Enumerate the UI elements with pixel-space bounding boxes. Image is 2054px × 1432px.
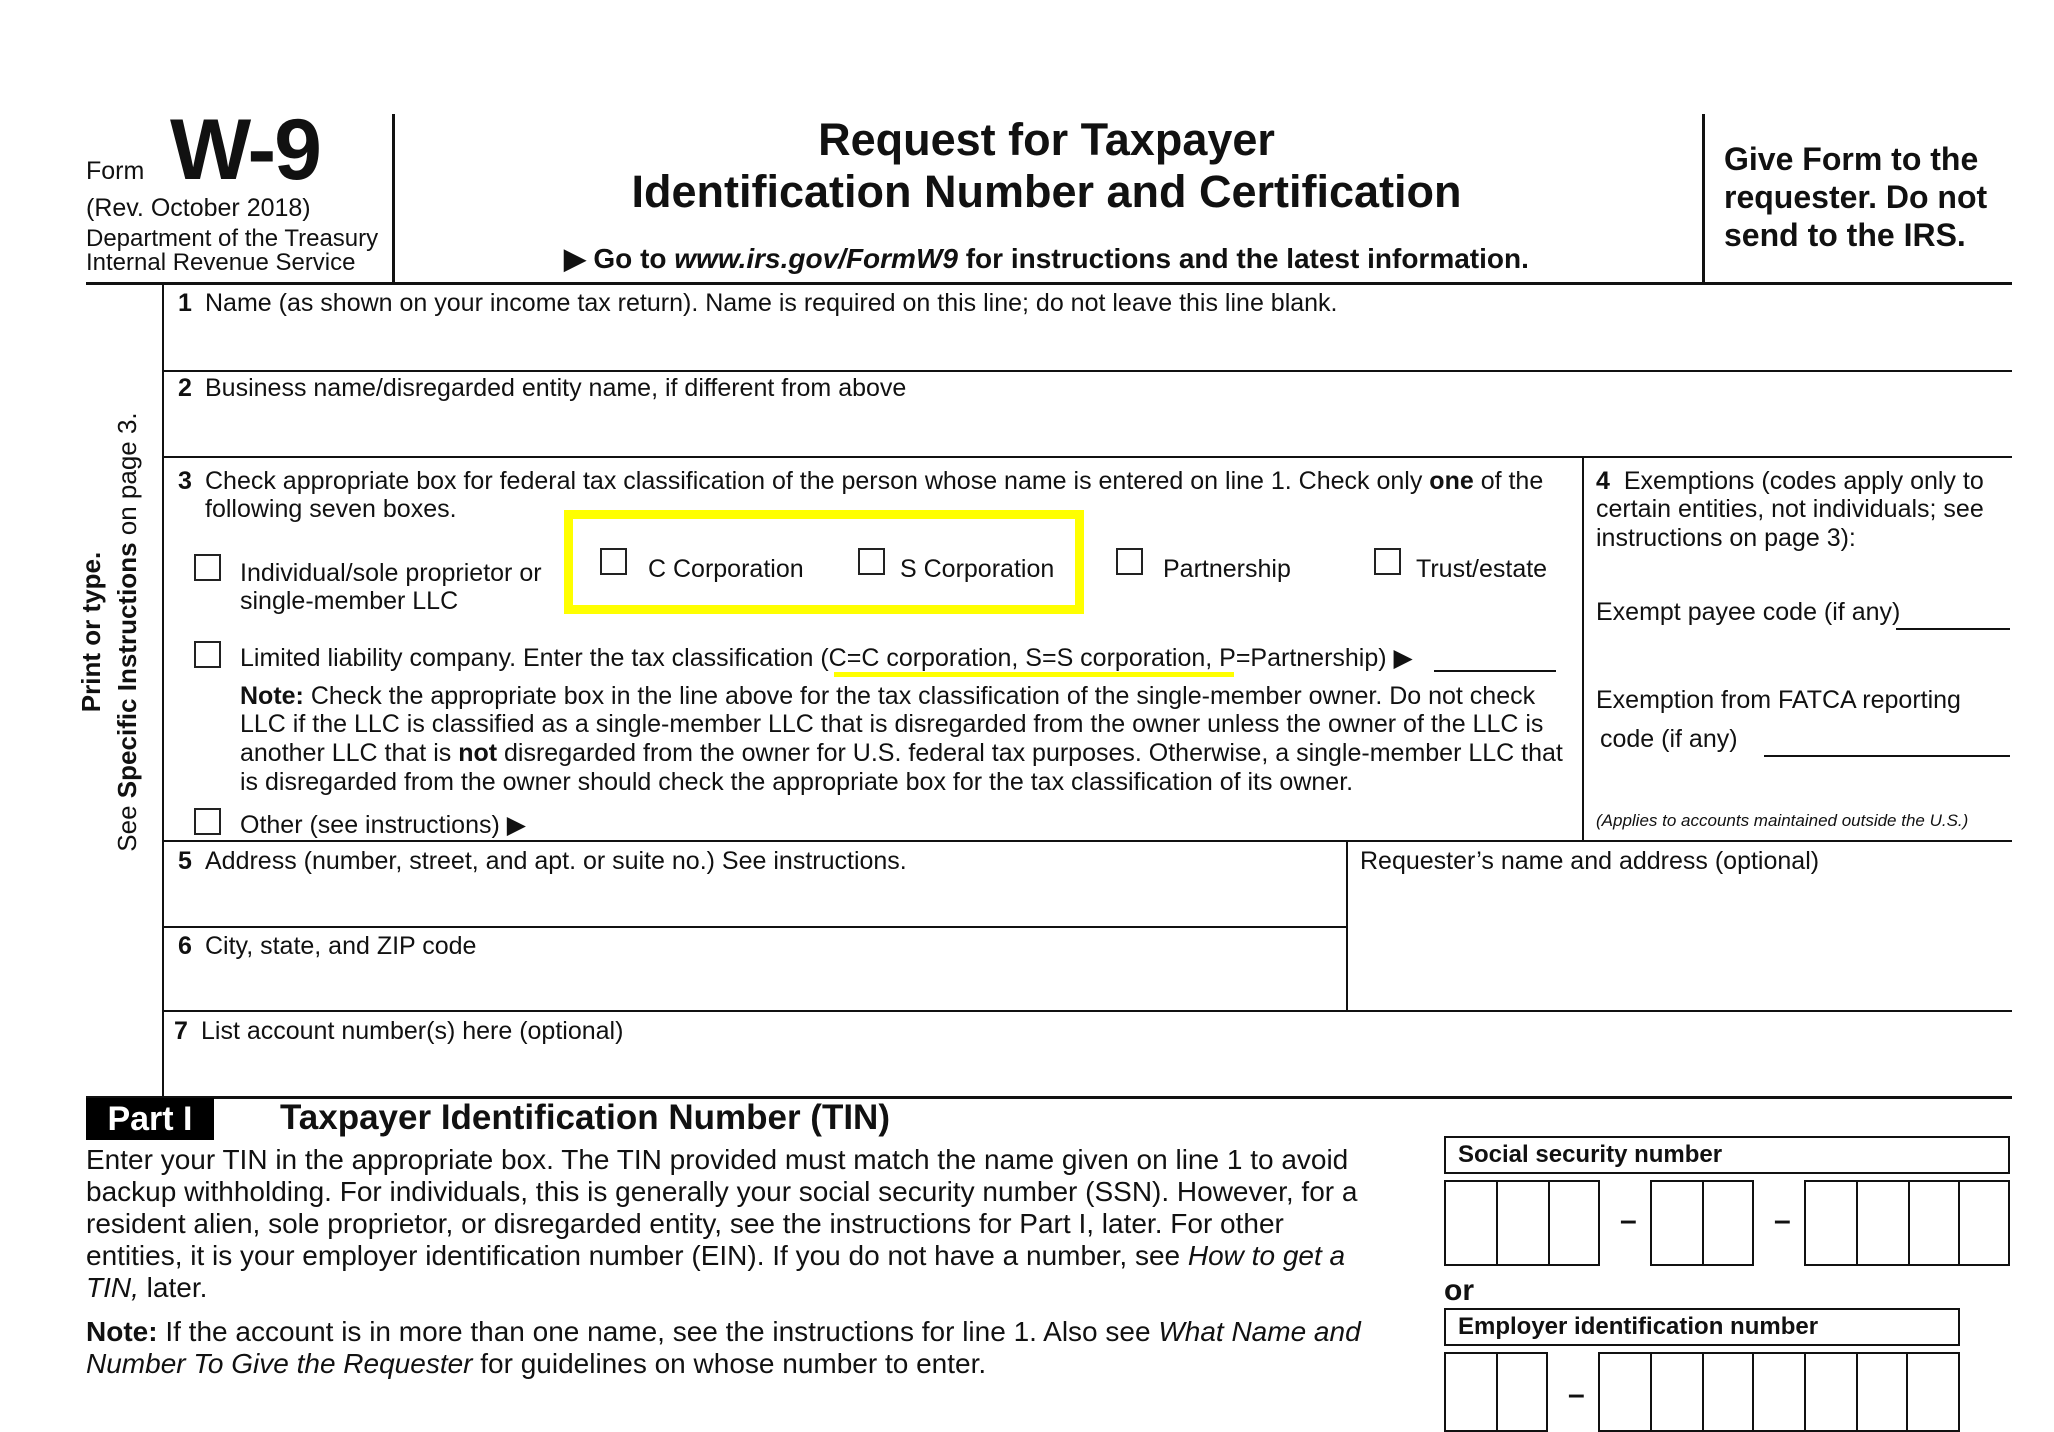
llc-checkbox[interactable] bbox=[194, 641, 221, 668]
line4-label-cont2: instructions on page 3): bbox=[1596, 524, 1856, 552]
line1-number: 1 bbox=[178, 289, 192, 317]
individual-checkbox[interactable] bbox=[194, 554, 221, 581]
part1-title: Taxpayer Identification Number (TIN) bbox=[280, 1098, 890, 1137]
fatca-applies-note: (Applies to accounts maintained outside the U.S.) bbox=[1596, 811, 1969, 830]
tin-note-line2: Number To Give the Requester for guidelines on whose number to enter. bbox=[86, 1348, 987, 1379]
name-field[interactable] bbox=[166, 318, 2010, 368]
ein-label: Employer identification number bbox=[1444, 1308, 1960, 1346]
form-title-line2: Identification Number and Certification bbox=[631, 166, 1462, 217]
give-form-line1: Give Form to the bbox=[1724, 141, 1979, 177]
tin-para-line3: resident alien, sole proprietor, or disregarded entity, see the instructions for Part I, later. For other bbox=[86, 1208, 1284, 1239]
other-label: Other (see instructions) ▶ bbox=[240, 811, 526, 839]
individual-label-cont: single-member LLC bbox=[240, 587, 459, 615]
requester-field[interactable] bbox=[1352, 878, 2008, 1006]
ein-group-1[interactable] bbox=[1444, 1352, 1548, 1432]
ein-group-2[interactable] bbox=[1598, 1352, 1960, 1432]
see-instructions: See Specific Instructions on page 3. bbox=[112, 412, 142, 852]
line3-label-cont: following seven boxes. bbox=[205, 495, 457, 523]
tin-para-line1: Enter your TIN in the appropriate box. The TIN provided must match the name given on line 1 to avoid bbox=[86, 1144, 1349, 1175]
line2-label: Business name/disregarded entity name, if different from above bbox=[205, 374, 907, 402]
city-state-zip-field[interactable] bbox=[166, 962, 1342, 1008]
line6-number: 6 bbox=[178, 932, 192, 960]
line3-label: Check appropriate box for federal tax classification of the person whose name is entered on line 1. Check only one of the bbox=[205, 467, 1544, 495]
line5-number: 5 bbox=[178, 847, 192, 875]
c-corporation-checkbox[interactable] bbox=[600, 548, 627, 575]
line3-number: 3 bbox=[178, 467, 192, 495]
s-corporation-label: S Corporation bbox=[900, 555, 1055, 583]
address-field[interactable] bbox=[166, 876, 1342, 924]
fatca-label-cont: code (if any) bbox=[1600, 725, 1738, 753]
line5-rule bbox=[162, 926, 1348, 928]
form-number: W-9 bbox=[170, 102, 320, 198]
line2-rule bbox=[162, 456, 2012, 458]
llc-highlight-underline bbox=[834, 672, 1234, 677]
llc-note-line1: Note: Check the appropriate box in the line above for the tax classification of the single-member owner. Do not check bbox=[240, 682, 1536, 710]
side-instructions bbox=[73, 352, 163, 912]
ssn-group-1[interactable] bbox=[1444, 1180, 1600, 1266]
ssn-dash-2: – bbox=[1774, 1204, 1791, 1237]
llc-note-line2: LLC if the LLC is classified as a single-member LLC that is disregarded from the owner unless the owner of the LLC is bbox=[240, 710, 1544, 738]
header-divider-right bbox=[1702, 114, 1705, 284]
part1-label: Part I bbox=[86, 1098, 214, 1140]
fatca-label: Exemption from FATCA reporting bbox=[1596, 686, 1961, 714]
ein-dash: – bbox=[1568, 1378, 1585, 1411]
tin-para-line5: TIN, later. bbox=[86, 1272, 208, 1303]
trust-estate-checkbox[interactable] bbox=[1374, 548, 1401, 575]
print-or-type: Print or type. bbox=[76, 551, 106, 713]
llc-note-line3: another LLC that is not disregarded from the owner for U.S. federal tax purposes. Otherwise, a single-member LLC that bbox=[240, 739, 1563, 767]
tin-para-line2: backup withholding. For individuals, this is generally your social security number (SSN). However, for a bbox=[86, 1176, 1358, 1207]
account-numbers-field[interactable] bbox=[166, 1046, 2010, 1094]
revision-date: (Rev. October 2018) bbox=[86, 194, 311, 222]
tin-para-line4: entities, it is your employer identification number (EIN). If you do not have a number, see How to get a bbox=[86, 1240, 1346, 1271]
goto-suffix: for instructions and the latest information. bbox=[957, 243, 1529, 274]
partnership-label: Partnership bbox=[1163, 555, 1291, 583]
or-label: or bbox=[1444, 1274, 1474, 1307]
left-border bbox=[162, 284, 164, 1098]
line7-number: 7 bbox=[174, 1017, 188, 1045]
line6-label: City, state, and ZIP code bbox=[205, 932, 477, 960]
tin-note-line1: Note: If the account is in more than one name, see the instructions for line 1. Also see What Name and bbox=[86, 1316, 1361, 1347]
partnership-checkbox[interactable] bbox=[1116, 548, 1143, 575]
line2-number: 2 bbox=[178, 374, 192, 402]
trust-estate-label: Trust/estate bbox=[1416, 555, 1548, 583]
exempt-payee-label: Exempt payee code (if any) bbox=[1596, 598, 1901, 626]
line3-rule bbox=[162, 840, 2012, 842]
c-corporation-label: C Corporation bbox=[648, 555, 804, 583]
give-form-line2: requester. Do not bbox=[1724, 179, 1988, 215]
irs-url-link[interactable]: www.irs.gov/FormW9 bbox=[674, 243, 958, 274]
form-word: Form bbox=[86, 157, 145, 185]
ssn-group-3[interactable] bbox=[1804, 1180, 2010, 1266]
line6-rule bbox=[162, 1010, 2012, 1012]
s-corporation-checkbox[interactable] bbox=[858, 548, 885, 575]
line4-label-cont1: certain entities, not individuals; see bbox=[1596, 495, 1984, 523]
header-bottom-rule bbox=[86, 282, 2012, 285]
business-name-field[interactable] bbox=[166, 404, 2010, 454]
form-title-line1: Request for Taxpayer bbox=[818, 114, 1275, 165]
irs-name: Internal Revenue Service bbox=[86, 249, 356, 276]
llc-note-line4: is disregarded from the owner should check the appropriate box for the tax classification of its owner. bbox=[240, 768, 1354, 796]
fatca-code-field[interactable] bbox=[1764, 727, 2010, 757]
exemptions-divider bbox=[1582, 456, 1584, 840]
line1-label: Name (as shown on your income tax return). Name is required on this line; do not leave this line blank. bbox=[205, 289, 1338, 317]
instructions-link-line bbox=[394, 244, 1699, 274]
requester-label: Requester’s name and address (optional) bbox=[1360, 847, 1820, 875]
other-checkbox[interactable] bbox=[194, 808, 221, 835]
line7-label: List account number(s) here (optional) bbox=[201, 1017, 624, 1045]
dept-treasury: Department of the Treasury bbox=[86, 225, 379, 252]
goto-prefix: ▶ Go to bbox=[564, 243, 675, 274]
line1-rule bbox=[162, 370, 2012, 372]
line5-label: Address (number, street, and apt. or suite no.) See instructions. bbox=[205, 847, 907, 875]
line4-label: 4 Exemptions (codes apply only to bbox=[1596, 467, 1984, 495]
individual-label: Individual/sole proprietor or bbox=[240, 559, 542, 587]
ssn-label: Social security number bbox=[1444, 1136, 2010, 1174]
exempt-payee-field[interactable] bbox=[1896, 600, 2010, 630]
llc-label: Limited liability company. Enter the tax classification (C=C corporation, S=S corporation, P=Partnership) ▶ bbox=[240, 644, 1413, 672]
llc-classification-field[interactable] bbox=[1434, 642, 1556, 672]
ssn-group-2[interactable] bbox=[1650, 1180, 1754, 1266]
give-form-line3: send to the IRS. bbox=[1724, 217, 1966, 253]
ssn-dash-1: – bbox=[1620, 1204, 1637, 1237]
